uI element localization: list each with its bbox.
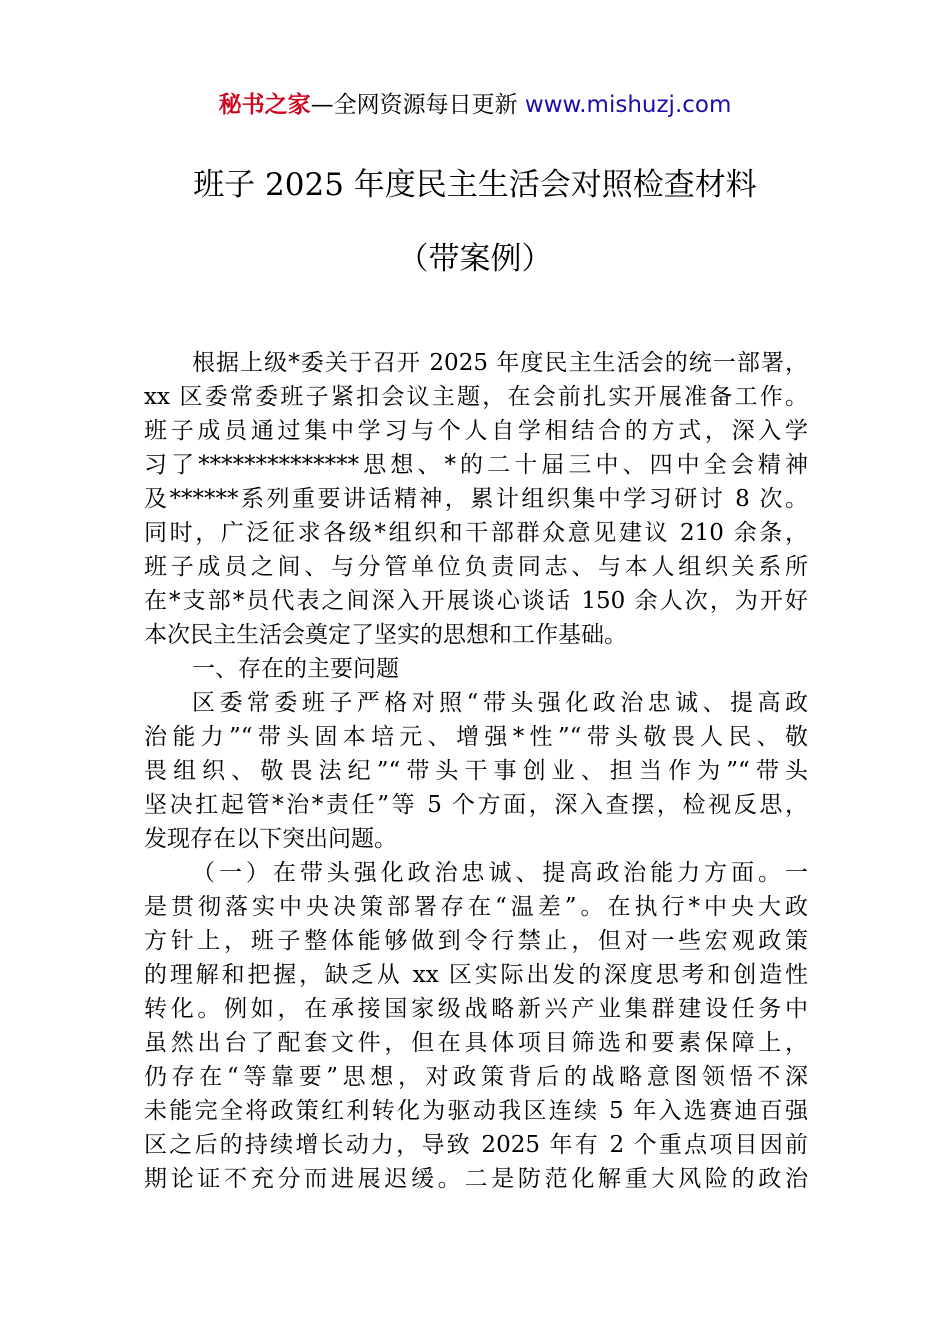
body-line: xx 区委常委班子紧扣会议主题，在会前扎实开展准备工作。 bbox=[144, 384, 808, 410]
body-line: 发现存在以下突出问题。 bbox=[144, 826, 397, 852]
body-line: 治能力”“带头固本培元、增强*性”“带头敬畏人民、敬 bbox=[144, 724, 808, 750]
body-line: 一、存在的主要问题 bbox=[192, 656, 399, 682]
body-line: 习了**************思想、*的二十届三中、四中全会精神 bbox=[144, 452, 808, 478]
body-line: 未能完全将政策红利转化为驱动我区连续 5 年入选赛迪百强 bbox=[144, 1098, 808, 1124]
document-title: 班子 2025 年度民主生活会对照检查材料 bbox=[193, 167, 757, 203]
document-body bbox=[144, 346, 808, 1196]
body-line: 虽然出台了配套文件，但在具体项目筛选和要素保障上， bbox=[144, 1030, 808, 1056]
body-line: （一）在带头强化政治忠诚、提高政治能力方面。一 bbox=[192, 860, 808, 886]
body-line: 班子成员之间、与分管单位负责同志、与本人组织关系所 bbox=[144, 554, 808, 580]
body-line: 区之后的持续增长动力，导致 2025 年有 2 个重点项目因前 bbox=[144, 1132, 808, 1158]
body-line: 在*支部*员代表之间深入开展谈心谈话 150 余人次，为开好 bbox=[144, 588, 808, 614]
body-line: 的理解和把握，缺乏从 xx 区实际出发的深度思考和创造性 bbox=[144, 962, 808, 988]
body-line: 及******系列重要讲话精神，累计组织集中学习研讨 8 次。 bbox=[144, 486, 808, 512]
body-line: 根据上级*委关于召开 2025 年度民主生活会的统一部署， bbox=[192, 350, 808, 376]
body-line: 方针上，班子整体能够做到令行禁止，但对一些宏观政策 bbox=[144, 928, 808, 954]
body-line: 坚决扛起管*治*责任”等 5 个方面，深入查摆，检视反思， bbox=[144, 792, 808, 818]
body-line: 期论证不充分而进展迟缓。二是防范化解重大风险的政治 bbox=[144, 1166, 808, 1192]
body-line: 同时，广泛征求各级*组织和干部群众意见建议 210 余条， bbox=[144, 520, 808, 546]
body-line: 本次民主生活会奠定了坚实的思想和工作基础。 bbox=[144, 622, 627, 648]
site-tagline: —全网资源每日更新 bbox=[310, 92, 525, 118]
document-subtitle: （带案例） bbox=[397, 241, 553, 277]
site-header bbox=[0, 88, 950, 122]
body-line: 转化。例如，在承接国家级战略新兴产业集群建设任务中 bbox=[144, 996, 808, 1022]
site-url-link[interactable]: www.mishuzj.com bbox=[524, 92, 732, 118]
body-line: 仍存在“等靠要”思想，对政策背后的战略意图领悟不深 bbox=[144, 1064, 808, 1090]
body-line: 是贯彻落实中央决策部署存在“温差”。在执行*中央大政 bbox=[144, 894, 808, 920]
site-brand: 秘书之家 bbox=[218, 92, 311, 118]
body-line: 班子成员通过集中学习与个人自学相结合的方式，深入学 bbox=[144, 418, 808, 444]
body-line: 畏组织、敬畏法纪”“带头干事创业、担当作为”“带头 bbox=[144, 758, 808, 784]
body-line: 区委常委班子严格对照“带头强化政治忠诚、提高政 bbox=[192, 690, 808, 716]
